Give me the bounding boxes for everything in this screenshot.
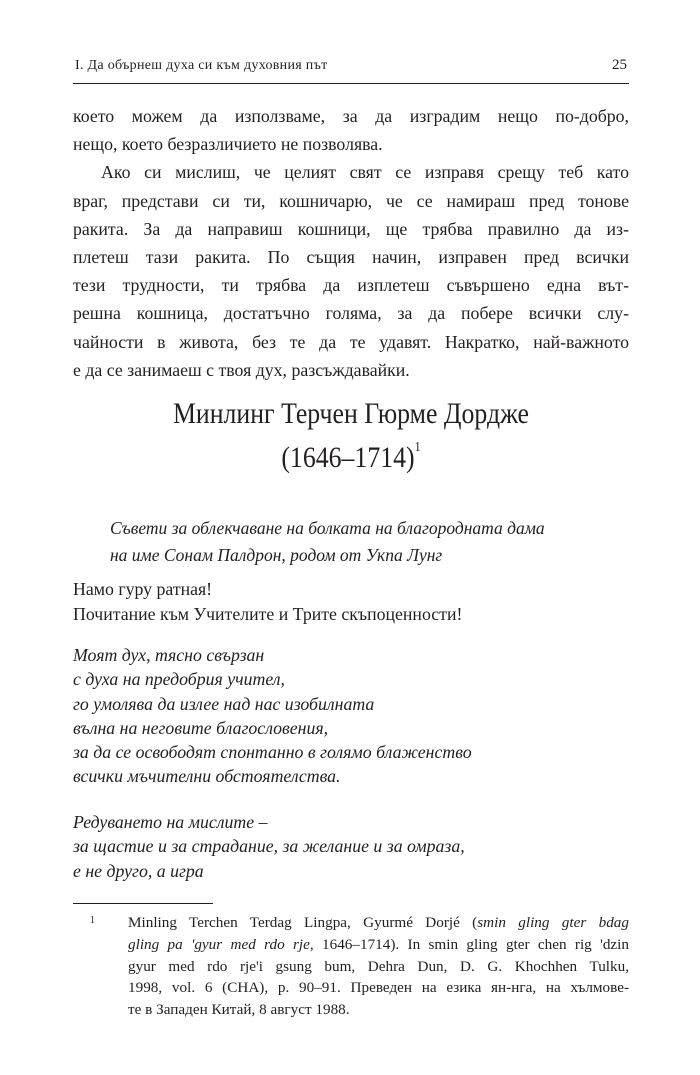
- body-text: [73, 102, 629, 384]
- verse-line: с духа на предобрия учител,: [73, 669, 285, 690]
- invocation-line: Почитание към Учителите и Трите скъпоценности!: [73, 603, 463, 624]
- footnote-text: [128, 912, 629, 1021]
- verse-line: Моят дух, тясно свързан: [73, 645, 265, 665]
- text-line: Ако си мислиш, че целият свят се изправя срещу теб като: [101, 162, 629, 183]
- footnote-line: gyur med rdo rje'i gsung bum, Dehra Dun, D. G. Khochhen Tulku,: [128, 957, 629, 975]
- verse-stanza-2: [73, 810, 629, 883]
- invocation: [73, 577, 629, 626]
- text-line: нещо, което безразличието не позволява.: [73, 134, 383, 155]
- text-line: е да се занимаеш с твоя дух, разсъждавайки.: [73, 359, 410, 380]
- footnote-reference: 1: [414, 440, 421, 455]
- verse-line: Редуването на мислите –: [73, 812, 268, 832]
- footnote-line: те в Западен Китай, 8 август 1988.: [128, 1001, 350, 1019]
- paragraph-continued: [73, 102, 629, 158]
- page-number: 25: [612, 57, 627, 73]
- text-line: плетеш тази ракита. По същия начин, изправен пред всички: [73, 247, 629, 268]
- footnote-fragment: Minling Terchen Terdag Lingpa, Gyurmé Dorjé (: [128, 914, 478, 931]
- footnote-tibetan-title: gling pa 'gyur med rdo rje: [128, 935, 310, 953]
- section-subtitle: [110, 515, 630, 569]
- verse-line: за щастие и за страдание, за желание и за омраза,: [73, 836, 465, 857]
- footnote: [90, 912, 629, 1021]
- verse-stanza-1: [73, 643, 629, 789]
- verse-line: за да се освободят спонтанно в голямо блаженство: [73, 742, 472, 763]
- text-line: ракита. За да направиш кошници, ще трябва правилно да из-: [73, 218, 629, 239]
- footnote-fragment: , 1646–1714). In smin gling gter chen rig 'dzin: [309, 935, 629, 953]
- footnote-line: [128, 912, 629, 934]
- section-title: [112, 392, 590, 480]
- section-title-name: Минлинг Терчен Гюрме Дордже: [172, 397, 530, 430]
- text-line: враг, представи си ти, кошничарю, че се намираш пред тонове: [73, 190, 629, 211]
- footnote-line: 1998, vol. 6 (CHA), p. 90–91. Преведен на езика ян-нга, на хълмове-: [128, 979, 629, 997]
- text-line: решна кошница, достатъчно голяма, за да побере всички слу-: [73, 303, 629, 324]
- text-line: чайности в живота, без те да те удавят. Накратко, най-важното: [73, 331, 629, 352]
- footnote-number: 1: [90, 915, 95, 926]
- subtitle-line: Съвети за облекчаване на болката на благородната дама: [110, 518, 545, 538]
- verse-line: всички мъчителни обстоятелства.: [73, 766, 341, 787]
- section-title-dates: (1646–1714): [281, 441, 415, 474]
- footnote-divider: [73, 903, 213, 904]
- footnote-tibetan-title: smin gling gter bdag: [477, 914, 629, 931]
- verse-line: го умолява да излее над нас изобилната: [73, 693, 375, 714]
- verse-line: е не друго, а игра: [73, 860, 204, 881]
- verse-line: вълна на неговите благословения,: [73, 717, 329, 738]
- footnote-line: [128, 934, 629, 956]
- running-header-chapter: I. Да обърнеш духа си към духовния път: [75, 58, 328, 73]
- running-header: [73, 55, 629, 84]
- text-line: което можем да използваме, за да изградим нещо по-добро,: [73, 106, 629, 126]
- subtitle-line: на име Сонам Палдрон, родом от Укпа Лунг: [110, 545, 443, 565]
- invocation-line: Намо гуру ратная!: [73, 579, 213, 599]
- paragraph-basket-weaver: [73, 158, 629, 384]
- text-line: тези трудности, ти трябва да изплетеш съвършено една вът-: [73, 275, 629, 296]
- section-title-dates-line: [112, 436, 590, 480]
